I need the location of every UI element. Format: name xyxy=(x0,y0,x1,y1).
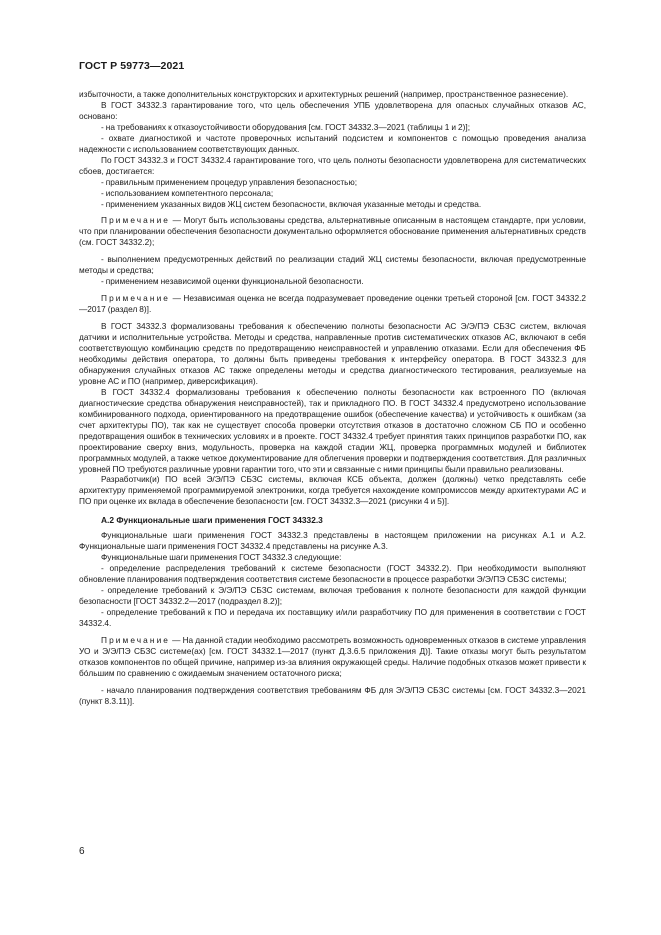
list-item: - выполнением предусмотренных действий по реализации стадий ЖЦ системы безопасности, включая предусмотренные методы и средства; xyxy=(79,254,586,276)
paragraph: В ГОСТ 34332.3 гарантирование того, что цель обеспечения УПБ удовлетворена для опасных случайных отказов АС, основано: xyxy=(79,99,586,121)
list-item: - определение требований к Э/Э/ПЭ СБЗС системам, включая требования к полноте безопасности для каждой функции безопасности [ГОСТ 34332.2—2017 (подраздел 8.2)]; xyxy=(79,585,586,606)
note-text: — На данной стадии необходимо рассмотреть возможность одновременных отказов в системе управления УО и Э/Э/ПЭ СБЗС системе(ах) [см. ГОСТ 34332.1—2017 (пункт Д.3.6.5 приложения Д)]. Такие отказы могут быть результатом отказов компонентов по общей причине, например из-за влияния окружающей среды. Наличие подобных отказов может привести к бóльшим по сравнению с ожидаемым значением остаточного риска; xyxy=(79,634,586,678)
paragraph: Разработчик(и) ПО всей Э/Э/ПЭ СБЗС системы, включая КСБ объекта, должен (должны) четко представлять себе архитектуру применяемой программируемой электроники, когда требуется нахождение компромиссов между архитектурами АС и ПО при оценке их вклада в обеспечение безопасности [см. ГОСТ 34332.3—2021 (рисунки 4 и 5)]. xyxy=(79,474,586,507)
note-text: — Могут быть использованы средства, альтернативные описанным в настоящем стандарте, при условии, что при планировании обеспечения безопасности документально оформляется обоснование применения альтернативных средств (см. ГОСТ 34332.2); xyxy=(79,215,586,248)
note-label: Примечание xyxy=(101,293,171,304)
note-text: — Независимая оценка не всегда подразумевает проведение оценки третьей стороной [см. ГОСТ 34332.2—2017 (раздел 8)]. xyxy=(79,293,586,315)
list-item: - охвате диагностикой и частоте проверочных испытаний подсистем и компонентов с помощью проведения анализа надежности с использованием соответствующих данных. xyxy=(79,132,586,154)
paragraph: Функциональные шаги применения ГОСТ 34332.3 представлены в настоящем приложении на рисунках А.1 и А.2. Функциональные шаги применения ГОСТ 34332.4 представлены на рисунке А.3. xyxy=(79,530,586,552)
list-item: - применением независимой оценки функциональной безопасности. xyxy=(101,276,364,287)
note-label: Примечание xyxy=(101,634,171,645)
paragraph: В ГОСТ 34332.4 формализованы требования к обеспечению полноты безопасности как встроенного ПО (включая диагностические средства обнаружения неисправностей), так и прикладного ПО. В ГОСТ 34332.4 предусмотрено использование комбинированного подхода, ориентированного на предотвращение ошибок (обеспечение качества) и устойчивость к ошибкам (за счет архитектуры ПО), так как не существует способа проверки отсутствия отказов в достаточно сложном СБ ПО и особенно предотвращения ошибок в технических условиях и в проекте. ГОСТ 34332.4 требует принятия таких принципов разработки ПО, как проектирование сверху вниз, модульность, проверка на каждой стадии ЖЦ, проверка программных модулей и библиотек программных модулей, а также четкое документирование для облегчения проверки и подтверждения соответствия. Для различных уровней ПО требуются различные уровни гарантии того, что эти и связанные с ними принципы были правильно реализованы. xyxy=(79,386,586,474)
page-number: 6 xyxy=(79,846,85,857)
note-paragraph xyxy=(79,293,586,315)
list-item: - использованием компетентного персонала; xyxy=(101,187,274,198)
list-item: - начало планирования подтверждения соответствия требованиям ФБ для Э/Э/ПЭ СБЗС системы [см. ГОСТ 34332.3—2021 (пункт 8.3.11)]. xyxy=(79,684,586,706)
list-item: - применением указанных видов ЖЦ систем безопасности, включая указанные методы и средства. xyxy=(101,198,482,209)
list-item: - определение распределения требований к системе безопасности (ГОСТ 34332.2). При необходимости выполняют обновление планирования подтверждения соответствия системе безопасности в процессе разработки Э/Э/ПЭ СБЗС системы; xyxy=(79,563,586,585)
note-label: Примечание xyxy=(101,215,171,226)
paragraph: В ГОСТ 34332.3 формализованы требования к обеспечению полноты безопасности АС Э/Э/ПЭ СБЗС систем, включая датчики и исполнительные устройства. Методы и средства, направленные против систематических отказов АС, включают в себя соответствующую комбинацию средств по предотвращению неисправностей и управлению отказами. Если для обеспечения ФБ необходимы действия оператора, то должны быть приведены требования к интерфейсу оператора. В ГОСТ 34332.3 для обнаружения случайных отказов АС также определены методы и средства диагностического тестирования, реализуемые на уровне АС и ПО (например, диверсификация). xyxy=(79,321,586,386)
document-body xyxy=(79,89,586,707)
paragraph: Функциональные шаги применения ГОСТ 34332.3 следующие: xyxy=(101,552,342,563)
list-item: - определение требований к ПО и передача их поставщику и/или разработчику ПО для применения в соответствии с ГОСТ 34332.4. xyxy=(79,606,586,628)
note-paragraph xyxy=(79,215,586,248)
paragraph: избыточности, а также дополнительных конструкторских и архитектурных решений (например, пространственное разнесение). xyxy=(79,89,569,99)
section-heading: А.2 Функциональные шаги применения ГОСТ 34332.3 xyxy=(101,515,323,526)
paragraph: По ГОСТ 34332.3 и ГОСТ 34332.4 гарантирование того, что цель полноты безопасности удовлетворена для систематических сбоев, достигается: xyxy=(79,154,586,176)
note-paragraph xyxy=(79,635,586,679)
document-header: ГОСТ Р 59773—2021 xyxy=(79,60,185,72)
list-item: - на требованиях к отказоустойчивости оборудования [см. ГОСТ 34332.3—2021 (таблицы 1 и 2)]; xyxy=(101,121,470,132)
list-item: - правильным применением процедур управления безопасностью; xyxy=(101,176,357,187)
